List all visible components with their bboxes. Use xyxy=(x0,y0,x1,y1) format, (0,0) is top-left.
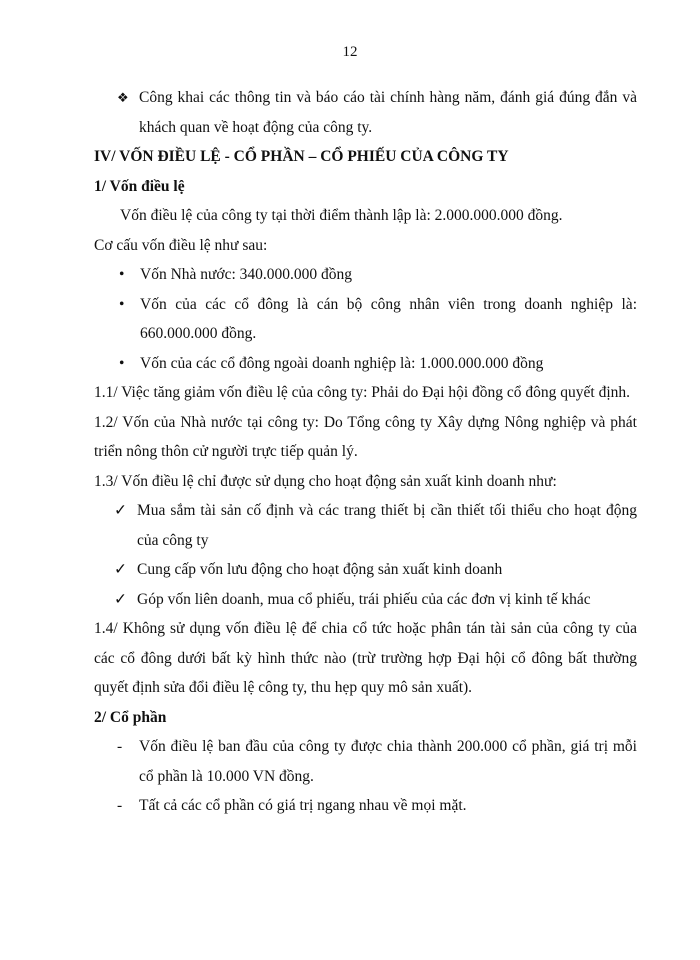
usage-check-2: ✓ Cung cấp vốn lưu động cho hoạt động sản xuất kinh doanh xyxy=(114,555,637,585)
shares-dash-2: - Tất cả các cổ phần có giá trị ngang nhau về mọi mặt. xyxy=(117,791,637,821)
usage-check-3: ✓ Góp vốn liên doanh, mua cổ phiếu, trái phiếu của các đơn vị kinh tế khác xyxy=(114,585,637,615)
shares-dash-1: - Vốn điều lệ ban đầu của công ty được chia thành 200.000 cổ phần, giá trị mỗi cổ phần là 10.000 VN đồng. xyxy=(117,732,637,791)
dash-bullet-icon: - xyxy=(117,738,123,755)
checkmark-icon: ✓ xyxy=(114,590,127,608)
capital-bullet-3: • Vốn của các cổ đông ngoài doanh nghiệp là: 1.000.000.000 đồng xyxy=(119,349,637,379)
paragraph-1-2: 1.2/ Vốn của Nhà nước tại công ty: Do Tổng công ty Xây dựng Nông nghiệp và phát triển nông thôn cử người trực tiếp quản lý. xyxy=(94,413,637,460)
sub1-heading: 1/ Vốn điều lệ xyxy=(94,177,185,195)
capital-bullet-2: • Vốn của các cổ đông là cán bộ công nhân viên trong doanh nghiệp là: 660.000.000 đồng. xyxy=(119,290,637,349)
usage-check-1: ✓ Mua sắm tài sản cố định và các trang thiết bị cần thiết tối thiểu cho hoạt động của công ty xyxy=(114,496,637,555)
intro-item-text: Công khai các thông tin và báo cáo tài chính hàng năm, đánh giá đúng đắn và khách quan về hoạt động của công ty. xyxy=(139,89,637,136)
round-bullet-icon: • xyxy=(119,354,125,372)
round-bullet-icon: • xyxy=(119,266,125,283)
paragraph-1-4: 1.4/ Không sử dụng vốn điều lệ để chia cổ tức hoặc phân tán tài sản của công ty của các cổ đông dưới bất kỳ hình thức nào (trừ trường hợp Đại hội cổ đông bất thường quyết định sửa đổi điều lệ công ty, thu hẹp quy mô sản xuất). xyxy=(94,620,637,696)
checkmark-icon: ✓ xyxy=(114,502,127,519)
section-title: IV/ VỐN ĐIỀU LỆ - CỔ PHẦN – CỔ PHIẾU CỦA CÔNG TY xyxy=(94,148,509,165)
structure-label: Cơ cấu vốn điều lệ như sau: xyxy=(94,236,268,254)
checkmark-icon: ✓ xyxy=(114,561,127,578)
dash-bullet-icon: - xyxy=(117,797,123,814)
sub1-intro: Vốn điều lệ của công ty tại thời điểm thành lập là: 2.000.000.000 đồng. xyxy=(120,207,563,224)
capital-bullet-1: • Vốn Nhà nước: 340.000.000 đồng xyxy=(119,260,637,290)
diamond-bullet-icon: ❖ xyxy=(117,90,129,105)
paragraph-1-3: 1.3/ Vốn điều lệ chỉ được sử dụng cho hoạt động sản xuất kinh doanh như: xyxy=(94,472,557,490)
document-body xyxy=(94,83,637,821)
intro-list-item xyxy=(117,83,637,142)
paragraph-1-1: 1.1/ Việc tăng giảm vốn điều lệ của công ty: Phải do Đại hội đồng cổ đông quyết định. xyxy=(94,384,631,401)
page-number: 12 xyxy=(342,44,358,60)
round-bullet-icon: • xyxy=(119,295,125,313)
sub2-heading: 2/ Cổ phần xyxy=(94,708,167,726)
